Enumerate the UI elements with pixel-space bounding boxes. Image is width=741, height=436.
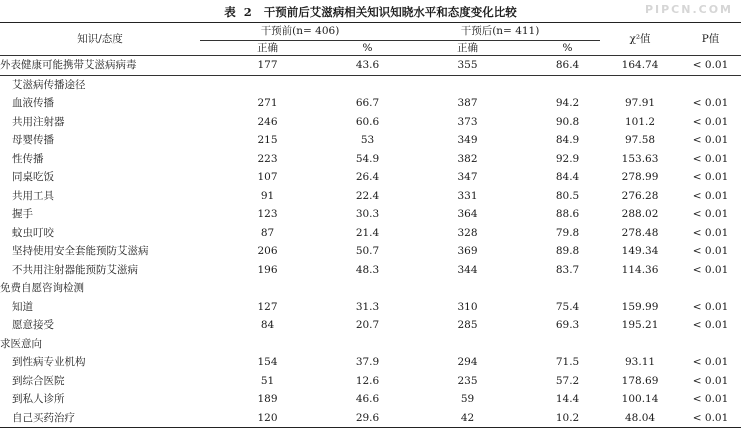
chi-square-value: 153.63 xyxy=(621,152,659,165)
after-percent xyxy=(535,279,600,298)
before-percent: 60.6 xyxy=(355,115,380,128)
chi-square-value xyxy=(600,75,680,94)
p-value: < 0.01 xyxy=(692,134,729,146)
after-percent: 10.2 xyxy=(555,411,580,424)
table-row xyxy=(0,224,741,243)
after-correct-count: 310 xyxy=(457,300,478,313)
row-label: 愿意接受 xyxy=(12,319,54,331)
after-percent: 90.8 xyxy=(555,115,580,128)
before-percent: 20.7 xyxy=(355,319,380,331)
row-label: 外表健康可能携带艾滋病病毒 xyxy=(0,59,137,71)
after-percent: 57.2 xyxy=(555,374,580,387)
before-correct-count: 91 xyxy=(260,189,275,202)
p-value: < 0.01 xyxy=(692,245,729,257)
after-percent: 71.5 xyxy=(555,356,580,368)
chi-square-value: 97.58 xyxy=(625,134,656,146)
before-percent: 30.3 xyxy=(355,208,380,220)
table-row xyxy=(0,353,741,372)
table-row xyxy=(0,279,741,298)
chi-square-value xyxy=(600,335,680,354)
after-correct-count: 328 xyxy=(457,226,478,239)
before-percent: 48.3 xyxy=(355,263,380,276)
table-row xyxy=(0,150,741,169)
before-percent xyxy=(335,75,400,94)
row-label: 艾滋病传播途径 xyxy=(12,78,86,91)
before-correct-count: 87 xyxy=(260,226,275,239)
row-label: 到性病专业机构 xyxy=(12,356,86,368)
p-value: < 0.01 xyxy=(692,263,729,276)
caption-number: 2 xyxy=(243,5,252,19)
before-correct-count: 246 xyxy=(257,115,278,128)
before-correct-count: 123 xyxy=(257,208,278,220)
header-knowledge-attitude: 知识/态度 xyxy=(0,23,200,56)
chi-square-value: 149.34 xyxy=(621,245,659,257)
after-correct-count: 369 xyxy=(457,245,478,257)
chi-square-value: 195.21 xyxy=(621,319,659,331)
row-label: 血液传播 xyxy=(12,97,54,109)
row-label: 到综合医院 xyxy=(12,374,65,387)
after-percent: 92.9 xyxy=(555,152,580,165)
row-label: 同桌吃饭 xyxy=(12,171,54,183)
after-correct-count xyxy=(400,75,535,94)
p-value: < 0.01 xyxy=(692,59,729,71)
after-percent: 14.4 xyxy=(555,393,580,405)
after-percent: 75.4 xyxy=(555,300,580,313)
table-body xyxy=(0,56,741,428)
chi-square-value: 114.36 xyxy=(621,263,659,276)
p-value: < 0.01 xyxy=(692,356,729,368)
p-value: < 0.01 xyxy=(692,171,729,183)
row-label: 求医意向 xyxy=(0,337,42,350)
before-correct-count xyxy=(200,335,335,354)
before-percent: 37.9 xyxy=(355,356,380,368)
header-p-value: P值 xyxy=(680,23,741,56)
p-value: < 0.01 xyxy=(692,226,729,239)
after-correct-count: 382 xyxy=(457,152,478,165)
table-row xyxy=(0,261,741,280)
before-correct-count: 189 xyxy=(257,393,278,405)
table-row xyxy=(0,168,741,187)
table-row xyxy=(0,131,741,150)
before-percent: 29.6 xyxy=(355,411,380,424)
row-label: 握手 xyxy=(12,208,33,220)
table-row xyxy=(0,372,741,391)
p-value: < 0.01 xyxy=(692,97,729,109)
row-label: 蚊虫叮咬 xyxy=(12,226,54,239)
p-value: < 0.01 xyxy=(692,152,729,165)
table-row xyxy=(0,316,741,335)
before-percent: 22.4 xyxy=(355,189,380,202)
after-correct-count: 347 xyxy=(457,171,478,183)
before-correct-count: 107 xyxy=(257,171,278,183)
chi-square-value xyxy=(600,279,680,298)
before-correct-count: 154 xyxy=(257,356,278,368)
before-percent: 53 xyxy=(360,134,375,146)
table-row xyxy=(0,390,741,409)
after-percent: 80.5 xyxy=(555,189,580,202)
table-row xyxy=(0,113,741,132)
after-correct-count: 344 xyxy=(457,263,478,276)
p-value: < 0.01 xyxy=(692,374,729,387)
after-percent: 83.7 xyxy=(555,263,580,276)
header-before-correct: 正确 xyxy=(200,41,335,56)
header-before-intervention: 干预前(n= 406) xyxy=(200,23,400,41)
before-percent: 26.4 xyxy=(355,171,380,183)
after-percent: 69.3 xyxy=(555,319,580,331)
table-row xyxy=(0,94,741,113)
after-correct-count: 373 xyxy=(457,115,478,128)
chi-square-value: 159.99 xyxy=(621,300,659,313)
before-percent xyxy=(335,279,400,298)
row-label: 坚持使用安全套能预防艾滋病 xyxy=(12,245,149,257)
header-after-correct: 正确 xyxy=(400,41,535,56)
before-percent: 43.6 xyxy=(355,59,380,71)
after-correct-count xyxy=(400,279,535,298)
chi-square-value: 278.99 xyxy=(621,171,659,183)
table-row xyxy=(0,335,741,354)
row-label: 不共用注射器能预防艾滋病 xyxy=(12,263,138,276)
chi-square-value: 164.74 xyxy=(621,59,659,71)
header-after-intervention: 干预后(n= 411) xyxy=(400,23,600,41)
before-percent: 54.9 xyxy=(355,152,380,165)
p-value xyxy=(680,75,741,94)
row-label: 知道 xyxy=(12,300,33,313)
before-percent: 66.7 xyxy=(355,97,380,109)
after-percent: 79.8 xyxy=(555,226,580,239)
table-row xyxy=(0,242,741,261)
data-table xyxy=(0,22,741,428)
p-value: < 0.01 xyxy=(692,208,729,220)
p-value xyxy=(680,279,741,298)
before-percent: 50.7 xyxy=(355,245,380,257)
chi-square-value: 288.02 xyxy=(621,208,659,220)
after-correct-count: 285 xyxy=(457,319,478,331)
after-percent xyxy=(535,335,600,354)
before-correct-count xyxy=(200,279,335,298)
before-correct-count: 223 xyxy=(257,152,278,165)
before-correct-count: 51 xyxy=(260,374,275,387)
row-label: 共用注射器 xyxy=(12,115,65,128)
row-label: 自己买药治疗 xyxy=(12,411,75,424)
before-correct-count: 127 xyxy=(257,300,278,313)
before-correct-count xyxy=(200,75,335,94)
table-row xyxy=(0,409,741,428)
chi-square-value: 276.28 xyxy=(621,189,659,202)
after-percent: 84.4 xyxy=(555,171,580,183)
caption-label: 表 xyxy=(224,5,236,19)
chi-square-value: 101.2 xyxy=(625,115,656,128)
after-correct-count: 387 xyxy=(457,97,478,109)
before-percent xyxy=(335,335,400,354)
p-value: < 0.01 xyxy=(692,411,729,424)
p-value: < 0.01 xyxy=(692,319,729,331)
before-percent: 46.6 xyxy=(355,393,380,405)
p-value: < 0.01 xyxy=(692,300,729,313)
chi-square-value: 100.14 xyxy=(621,393,659,405)
watermark: PIPCN.COM xyxy=(644,3,733,16)
header-chi-square: χ²值 xyxy=(600,23,680,56)
after-correct-count: 364 xyxy=(457,208,478,220)
after-percent xyxy=(535,75,600,94)
caption-title: 干预前后艾滋病相关知识知晓水平和态度变化比较 xyxy=(263,5,517,19)
after-correct-count: 59 xyxy=(460,393,475,405)
table-row xyxy=(0,187,741,206)
after-correct-count: 355 xyxy=(457,59,478,71)
row-label: 到私人诊所 xyxy=(12,393,65,405)
before-correct-count: 196 xyxy=(257,263,278,276)
chi-square-value: 93.11 xyxy=(625,356,656,368)
before-percent: 31.3 xyxy=(355,300,380,313)
row-label: 共用工具 xyxy=(12,189,54,202)
after-correct-count: 235 xyxy=(457,374,478,387)
header-before-percent: % xyxy=(335,41,400,56)
row-label: 免费自愿咨询检测 xyxy=(0,282,84,294)
table-row xyxy=(0,298,741,317)
before-correct-count: 271 xyxy=(257,97,278,109)
before-percent: 21.4 xyxy=(355,226,380,239)
before-correct-count: 84 xyxy=(260,319,275,331)
chi-square-value: 178.69 xyxy=(621,374,659,387)
p-value: < 0.01 xyxy=(692,393,729,405)
after-correct-count: 42 xyxy=(460,411,475,424)
p-value xyxy=(680,335,741,354)
before-correct-count: 120 xyxy=(257,411,278,424)
after-percent: 88.6 xyxy=(555,208,580,220)
p-value: < 0.01 xyxy=(692,115,729,128)
after-correct-count: 331 xyxy=(457,189,478,202)
chi-square-value: 48.04 xyxy=(625,411,656,424)
after-percent: 86.4 xyxy=(555,59,580,71)
row-label: 性传播 xyxy=(12,152,44,165)
before-correct-count: 177 xyxy=(257,59,278,71)
after-correct-count: 349 xyxy=(457,134,478,146)
table-caption xyxy=(0,0,741,22)
table-row xyxy=(0,56,741,76)
p-value: < 0.01 xyxy=(692,189,729,202)
row-label: 母婴传播 xyxy=(12,134,54,146)
before-percent: 12.6 xyxy=(355,374,380,387)
chi-square-value: 278.48 xyxy=(621,226,659,239)
after-percent: 89.8 xyxy=(555,245,580,257)
table-row xyxy=(0,75,741,94)
after-correct-count: 294 xyxy=(457,356,478,368)
after-correct-count xyxy=(400,335,535,354)
before-correct-count: 206 xyxy=(257,245,278,257)
chi-square-value: 97.91 xyxy=(625,97,656,109)
table-row xyxy=(0,205,741,224)
header-after-percent: % xyxy=(535,41,600,56)
after-percent: 84.9 xyxy=(555,134,580,146)
before-correct-count: 215 xyxy=(257,134,278,146)
after-percent: 94.2 xyxy=(555,97,580,109)
